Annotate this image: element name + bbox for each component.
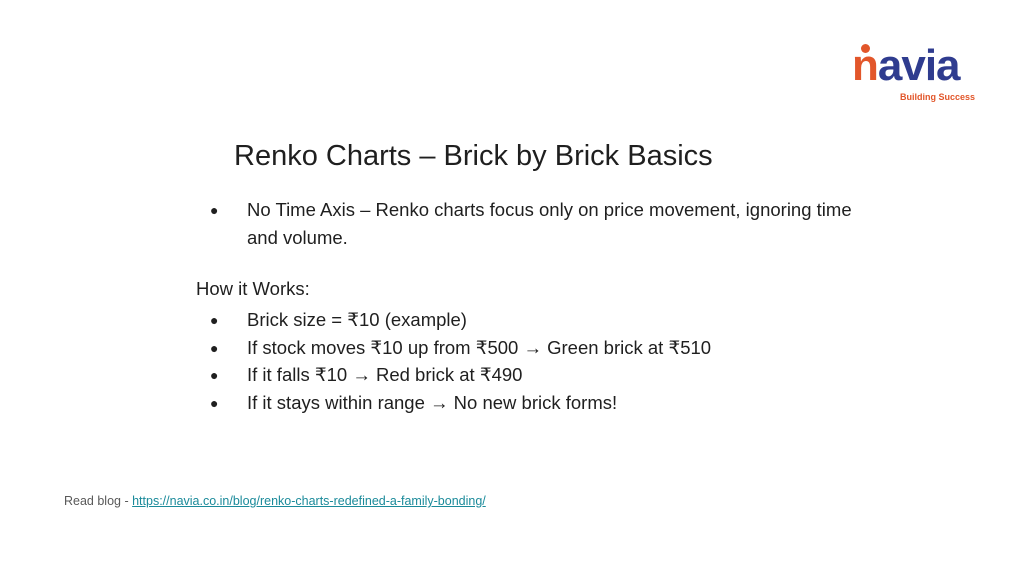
- intro-bullet-text: No Time Axis – Renko charts focus only on price movement, ignoring time and volume.: [247, 199, 852, 248]
- logo-first-letter: n: [852, 41, 878, 90]
- logo-rest-letters: avia: [877, 41, 960, 90]
- list-item-text: Brick size = ₹10 (example): [247, 309, 467, 330]
- slide-title: Renko Charts – Brick by Brick Basics: [234, 140, 713, 172]
- footer-blog-note: [64, 494, 486, 508]
- bullet-icon: ●: [210, 340, 219, 356]
- list-item-text: If stock moves ₹10 up from ₹500 → Green brick at ₹510: [247, 337, 712, 358]
- bullet-icon: ●: [210, 202, 219, 218]
- logo-wordmark: [852, 41, 960, 90]
- navia-logo: [852, 41, 982, 106]
- bullet-icon: ●: [210, 395, 219, 411]
- bullet-icon: ●: [210, 312, 219, 328]
- list-item-text: If it falls ₹10 → Red brick at ₹490: [247, 364, 523, 385]
- logo-tagline: Building Success: [900, 92, 976, 102]
- list-item-text: If it stays within range → No new brick forms!: [247, 392, 618, 413]
- footer-prefix: Read blog -: [64, 494, 133, 508]
- how-it-works-heading: How it Works:: [196, 278, 310, 299]
- bullet-icon: ●: [210, 367, 219, 383]
- blog-link[interactable]: https://navia.co.in/blog/renko-charts-redefined-a-family-bonding/: [132, 494, 486, 508]
